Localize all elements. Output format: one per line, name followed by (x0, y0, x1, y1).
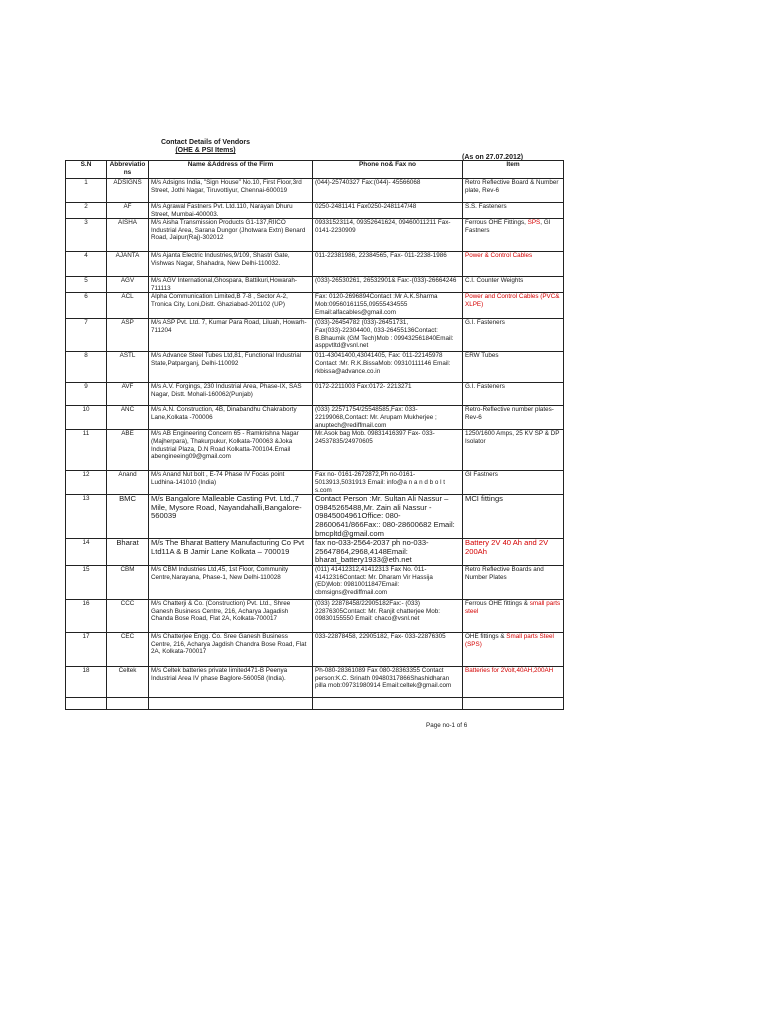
cell-name: M/s The Bharat Battery Manufacturing Co Pvt Ltd11A & B Jamir Lane Kolkata – 700019 (149, 539, 313, 566)
cell-sn: 15 (66, 566, 107, 600)
table-row (66, 539, 564, 566)
cell-abbr: CBM (107, 566, 149, 600)
col-header-sn: S.N (66, 161, 107, 179)
table-row (66, 566, 564, 600)
cell-name: M/s Adsigns India, "Sign House" No.10, First Floor,3rd Street, Jothi Nagar, Tiruvottiyur, Chennai-600019 (149, 179, 313, 203)
cell-abbr: Bharat (107, 539, 149, 566)
table-row (66, 471, 564, 495)
cell-item (463, 600, 564, 633)
cell-item (463, 219, 564, 252)
cell-phone: 0172-2211003 Fax:0172- 2213271 (313, 383, 463, 406)
table-row (66, 203, 564, 219)
cell-item: 1250/1600 Amps, 25 KV SP & DP Isolator (463, 430, 564, 471)
item-text-highlight: Small parts Steel (SPS) (465, 633, 554, 648)
cell-name: M/s ASP Pvt. Ltd. 7, Kumar Para Road, Liluah, Howarh-711204 (149, 319, 313, 352)
item-text: Ferrous OHE fittings & (465, 600, 530, 608)
table-row (66, 600, 564, 633)
cell-name: M/s Aisha Transmission Products G1-137,RIICO Industrial Area, Sarana Dungor (Jhotwara Extn) Benard Road, Jaipur(Raj)-302012 (149, 219, 313, 252)
cell-phone: (011) 41412312,41412313 Fax No. 011-41412316Contact: Mr. Dharam Vir Hassija (ED)Mob: 09810011847Email: cbmsigns@rediffmail.com (313, 566, 463, 600)
cell-sn: 6 (66, 293, 107, 319)
table-row (66, 219, 564, 252)
cell-item: Retro Reflective Board & Number plate, Rev-6 (463, 179, 564, 203)
cell-sn: 5 (66, 277, 107, 293)
page-subtitle: (OHE & PSI Items) (175, 147, 236, 154)
cell-item: G.I. Fasteners (463, 319, 564, 352)
table-row (66, 430, 564, 471)
cell-name: M/s Ajanta Electric Industries,9/109, Shastri Gate, Vishwas Nagar, Shahadra, New Delhi-110032. (149, 252, 313, 277)
col-header-abbr: Abbreviatio ns (107, 161, 149, 179)
vendor-table (65, 160, 564, 710)
cell-name: M/s Bangalore Malleable Casting Pvt. Ltd.,7 Mile, Mysore Road, Nayandahalli,Bangalore-560039 (149, 495, 313, 539)
cell-phone: 09331523114, 09352641624, 09460011211 Fax- 0141-2230909 (313, 219, 463, 252)
cell-phone: 033-22878458, 22905182, Fax- 033-22876305 (313, 633, 463, 667)
cell-sn: 13 (66, 495, 107, 539)
table-row (66, 293, 564, 319)
cell-name: M/s Chatterjee Engg. Co. Sree Ganesh Business Centre, 216, Acharya Jagdish Chandra Bose Road, Flat 2A, Kolkata-700017 (149, 633, 313, 667)
table-spacer-row (66, 698, 564, 710)
cell-abbr: AJANTA (107, 252, 149, 277)
cell-sn: 3 (66, 219, 107, 252)
cell-abbr: AGV (107, 277, 149, 293)
page-number: Page no-1 of 6 (426, 722, 468, 729)
item-text: , GI Fastners (465, 219, 551, 234)
cell-sn: 2 (66, 203, 107, 219)
cell-abbr: AVF (107, 383, 149, 406)
table-row (66, 383, 564, 406)
cell-item (463, 633, 564, 667)
cell-abbr: ASP (107, 319, 149, 352)
col-header-item: Item (463, 161, 564, 179)
cell-item: ERW Tubes (463, 352, 564, 383)
cell-item: GI Fastners (463, 471, 564, 495)
item-text-highlight: small parts steel (465, 600, 561, 615)
col-header-phone: Phone no& Fax no (313, 161, 463, 179)
table-row (66, 179, 564, 203)
cell-name: M/s CBM Industries Ltd,45, 1st Floor, Community Centre,Narayana, Phase-1, New Delhi-110028 (149, 566, 313, 600)
cell-sn: 14 (66, 539, 107, 566)
cell-abbr: Anand (107, 471, 149, 495)
cell-abbr: ADSIGNS (107, 179, 149, 203)
cell-item: G.I. Fasteners (463, 383, 564, 406)
cell-abbr: Celtek (107, 667, 149, 698)
item-text-highlight: Power and Control Cables (PVC& XLPE) (465, 293, 560, 308)
cell-item: Retro-Reflective number plates-Rev-6 (463, 406, 564, 430)
cell-phone: 011-43041400,43041405, Fax: 011-22145978 Contact :Mr. R.K.BissaMob: 09310111146 Email: rkbissa@advance.co.in (313, 352, 463, 383)
cell-abbr: AISHA (107, 219, 149, 252)
table-row (66, 633, 564, 667)
cell-phone: Contact Person :Mr. Sultan Ali Nassur – 09845265488,Mr. Zain ali Nassur - 09845004961Office: 080-28600641/866Fax:: 080-28600682 Email: bmcpltd@gmail.com (313, 495, 463, 539)
cell-abbr: ACL (107, 293, 149, 319)
cell-sn: 9 (66, 383, 107, 406)
cell-abbr: ASTL (107, 352, 149, 383)
cell-abbr: ANC (107, 406, 149, 430)
cell-item: C.I. Counter Weights (463, 277, 564, 293)
cell-sn: 10 (66, 406, 107, 430)
item-text-highlight: Power & Control Cables (465, 252, 533, 260)
cell-abbr: ABE (107, 430, 149, 471)
cell-name: M/s Chatterji & Co. (Construction) Pvt. Ltd., Shree Ganesh Business Centre, 216, Acharya Jagadish Chanda Bose Road, Flat 2A, Kolkata-700017 (149, 600, 313, 633)
item-text-highlight: SPS (527, 219, 541, 227)
cell-item: S.S. Fasteners (463, 203, 564, 219)
cell-phone: Ph-080-28361089 Fax 080-28363355 Contact person:K.C. Srinath 09480317866Shashidharan pilla mob:09731980914 Email:celtek@gmail.com (313, 667, 463, 698)
cell-sn: 17 (66, 633, 107, 667)
item-text: OHE fittings & (465, 633, 507, 641)
cell-phone: Fax no- 0161-2672872,Ph no-0161-5013913,5031913 Email: info@a n a n d b o l t s.com (313, 471, 463, 495)
cell-item (463, 667, 564, 698)
cell-phone: (033)-26530261, 26532901& Fax:-(033)-26664246 (313, 277, 463, 293)
cell-phone: (044)-25740327 Fax:(044)- 45566068 (313, 179, 463, 203)
cell-name: M/s Celtek batteries private limited471-B Peenya Industrial Area IV phase Baglore-560058 (India). (149, 667, 313, 698)
cell-name: M/s Advance Steel Tubes Ltd,81, Functional Industrial State,Patparganj, Delhi-110092 (149, 352, 313, 383)
cell-phone: 011-22381986, 22384565, Fax- 011-2238-1986 (313, 252, 463, 277)
cell-name: M/s A.V. Forgings, 230 Industrial Area, Phase-IX, SAS Nagar, Distt. Mohali-160062(Punjab) (149, 383, 313, 406)
table-header-row (66, 161, 564, 179)
col-header-name: Name &Address of the Firm (149, 161, 313, 179)
table-row (66, 406, 564, 430)
as-on-date: (As on 27.07.2012) (462, 154, 524, 161)
cell-sn: 16 (66, 600, 107, 633)
cell-phone: (033) 22878458/22905182Fax:- (033) 22876305Contact: Mr. Ranjit chatterjee Mob: 09830155550 Email: chaco@vsnl.net (313, 600, 463, 633)
table-row (66, 667, 564, 698)
table-row (66, 495, 564, 539)
table-row (66, 252, 564, 277)
cell-phone: Mr.Asok bag Mob. 09831416397 Fax- 033-24537835/24970605 (313, 430, 463, 471)
cell-sn: 8 (66, 352, 107, 383)
cell-item (463, 252, 564, 277)
page-title: Contact Details of Vendors (160, 139, 251, 146)
cell-item (463, 293, 564, 319)
item-text: Ferrous OHE Fittings, (465, 219, 528, 227)
cell-phone: Fax: 0120-2696894Contact :Mr A.K.Sharma Mob:09560161155,09555434555 Email:alfacables@gmail.com (313, 293, 463, 319)
cell-name: M/s AGV International,Ghospara, Battikuri,Howarah-711113 (149, 277, 313, 293)
cell-item (463, 539, 564, 566)
cell-sn: 12 (66, 471, 107, 495)
cell-item: Retro Reflective Boards and Number Plates (463, 566, 564, 600)
cell-phone: (033)-26454782 (033)-26451731, Fax(033)-22304400, 033-26455136Contact: B.Bhaumik (GM Tech)Mob : 099432561840Email: asppvtltd@vsnl.net (313, 319, 463, 352)
cell-sn: 1 (66, 179, 107, 203)
cell-sn: 18 (66, 667, 107, 698)
cell-name: M/s AB Engineering Concern 65 - Ramkrishna Nagar (Majherpara), Thakurpukur, Kolkata-700063 &Joka Industrial Plaza, D.N Road Kolkatta-700104.Email abengineeing09@gmail.com (149, 430, 313, 471)
cell-phone: 0250-2481141 Fax0250-2481147/48 (313, 203, 463, 219)
cell-phone: fax no-033-2564-2037 ph no-033-25647864,2968,4148Email: bharat_battery1933@eth.net (313, 539, 463, 566)
cell-abbr: CCC (107, 600, 149, 633)
cell-sn: 4 (66, 252, 107, 277)
cell-item: MCI fittings (463, 495, 564, 539)
cell-name: M/s Anand Nut bolt , E-74 Phase IV Focas point Ludhina-141010 (India) (149, 471, 313, 495)
cell-abbr: CEC (107, 633, 149, 667)
cell-sn: 7 (66, 319, 107, 352)
table-row (66, 319, 564, 352)
cell-name: Alpha Communication Limited,B 7-8 , Sector A-2, Tronica City, Loni,Distt. Ghaziabad-201102 (UP) (149, 293, 313, 319)
cell-name: M/s Agrawal Fastners Pvt. Ltd.110, Narayan Dhuru Street, Mumbai-400003. (149, 203, 313, 219)
table-row (66, 352, 564, 383)
item-text-highlight: Batteries for 2Volt,40AH,200AH (465, 667, 554, 675)
cell-phone: (033) 22571754/25548585,Fax: 033-22199068,Contact: Mr. Arupam Mukherjee ; anuptech@rediffmail.com (313, 406, 463, 430)
table-row (66, 277, 564, 293)
cell-abbr: AF (107, 203, 149, 219)
cell-sn: 11 (66, 430, 107, 471)
cell-name: M/s A.N. Construction, 4B, Dinabandhu Chakraborty Lane,Kolkata -700006 (149, 406, 313, 430)
cell-abbr: BMC (107, 495, 149, 539)
item-text-highlight: Battery 2V 40 Ah and 2V 200Ah (465, 538, 549, 556)
